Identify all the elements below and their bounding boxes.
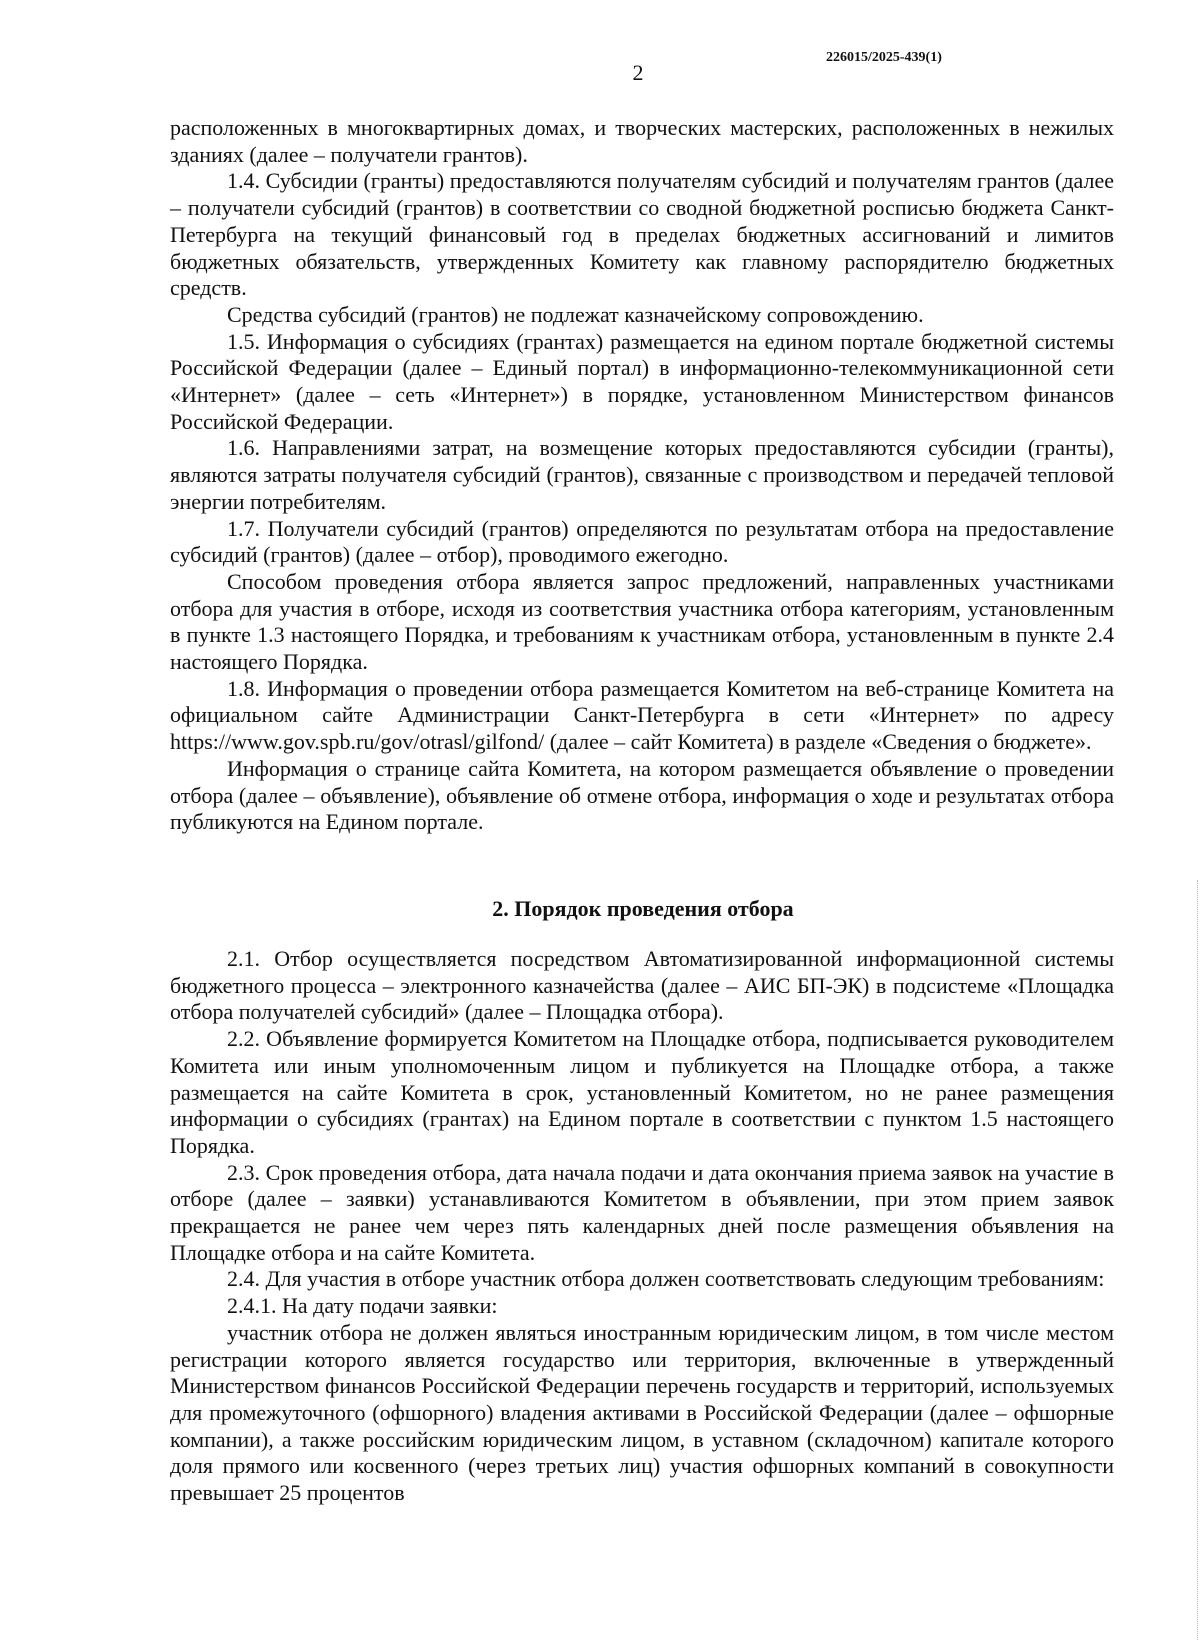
scan-edge-line (1196, 880, 1198, 1640)
document-registration-number: 226015/2025-439(1) (826, 50, 942, 65)
paragraph: 2.4. Для участия в отборе участник отбора должен соответствовать следующим требованиям: (227, 1266, 1105, 1292)
paragraph: 2.1. Отбор осуществляется посредством Автоматизированной информационной системы бюджетного процесса – электронного казначейства (далее – АИС БП-ЭК) в подсистеме «Площадка отбора получателей субсидий» (далее – Площадка отбора). (170, 946, 1114, 1025)
paragraph: 2.2. Объявление формируется Комитетом на Площадке отбора, подписывается руководителем Комитета или иным уполномоченным лицом и публикуется на Площадке отбора, а также размещается на сайте Комитета в срок, установленный Комитетом, но не ранее размещения информации о субсидиях (грантах) на Едином портале в соответствии с пунктом 1.5 настоящего Порядка. (170, 1026, 1114, 1158)
paragraph: Средства субсидий (грантов) не подлежат казначейскому сопровождению. (227, 301, 924, 327)
paragraph: 2.4.1. На дату подачи заявки: (227, 1293, 498, 1319)
page-number: 2 (632, 60, 644, 85)
document-body-part2 (170, 946, 1114, 1507)
paragraph: 1.6. Направлениями затрат, на возмещение которых предоставляются субсидии (гранты), являются затраты получателя субсидий (грантов), связанные с производством и передачей тепловой энергии потребителям. (170, 435, 1114, 514)
paragraph: 1.7. Получатели субсидий (грантов) определяются по результатам отбора на предоставление субсидий (грантов) (далее – отбор), проводимого ежегодно. (170, 515, 1114, 568)
paragraph: 1.8. Информация о проведении отбора размещается Комитетом на веб-странице Комитета на официальном сайте Администрации Санкт-Петербурга в сети «Интернет» по адресу https://www.gov.spb.ru/gov/otrasl/gilfond/ (далее – сайт Комитета) в разделе «Сведения о бюджете». (170, 675, 1114, 755)
document-body-part1 (170, 115, 1114, 836)
paragraph: 2.3. Срок проведения отбора, дата начала подачи и дата окончания приема заявок на участие в отборе (далее – заявки) устанавливаются Комитетом в объявлении, при этом прием заявок прекращается не ранее чем через пять календарных дней после размещения объявления на Площадке отбора и на сайте Комитета. (170, 1159, 1114, 1265)
section-heading: 2. Порядок проведения отбора (492, 896, 794, 921)
paragraph: 1.5. Информация о субсидиях (грантах) размещается на едином портале бюджетной системы Российской Федерации (далее – Единый портал) в информационно-телекоммуникационной сети «Интернет» (далее – сеть «Интернет») в порядке, установленном Министерством финансов Российской Федерации. (170, 328, 1114, 434)
paragraph: участник отбора не должен являться иностранным юридическим лицом, в том числе местом регистрации которого является государство или территория, включенные в утвержденный Министерством финансов Российской Федерации перечень государств и территорий, используемых для промежуточного (офшорного) владения активами в Российской Федерации (далее – офшорные компании), а также российским юридическим лицом, в уставном (складочном) капитале которого доля прямого или косвенного (через третьих лиц) участия офшорных компаний в совокупности превышает 25 процентов (170, 1319, 1114, 1506)
paragraph: Способом проведения отбора является запрос предложений, направленных участниками отбора для участия в отборе, исходя из соответствия участника отбора категориям, установленным в пункте 1.3 настоящего Порядка, и требованиям к участникам отбора, установленным в пункте 2.4 настоящего Порядка. (170, 568, 1114, 675)
paragraph: 1.4. Субсидии (гранты) предоставляются получателям субсидий и получателям грантов (далее – получатели субсидий (грантов) в соответствии со сводной бюджетной росписью бюджета Санкт-Петербурга на текущий финансовый год в пределах бюджетных ассигнований и лимитов бюджетных обязательств, утвержденных Комитету как главному распорядителю бюджетных средств. (170, 168, 1114, 301)
paragraph: Информация о странице сайта Комитета, на котором размещается объявление о проведении отбора (далее – объявление), объявление об отмене отбора, информация о ходе и результатах отбора публикуются на Едином портале. (170, 755, 1114, 835)
paragraph: расположенных в многоквартирных домах, и творческих мастерских, расположенных в нежилых зданиях (далее – получатели грантов). (170, 115, 1114, 167)
